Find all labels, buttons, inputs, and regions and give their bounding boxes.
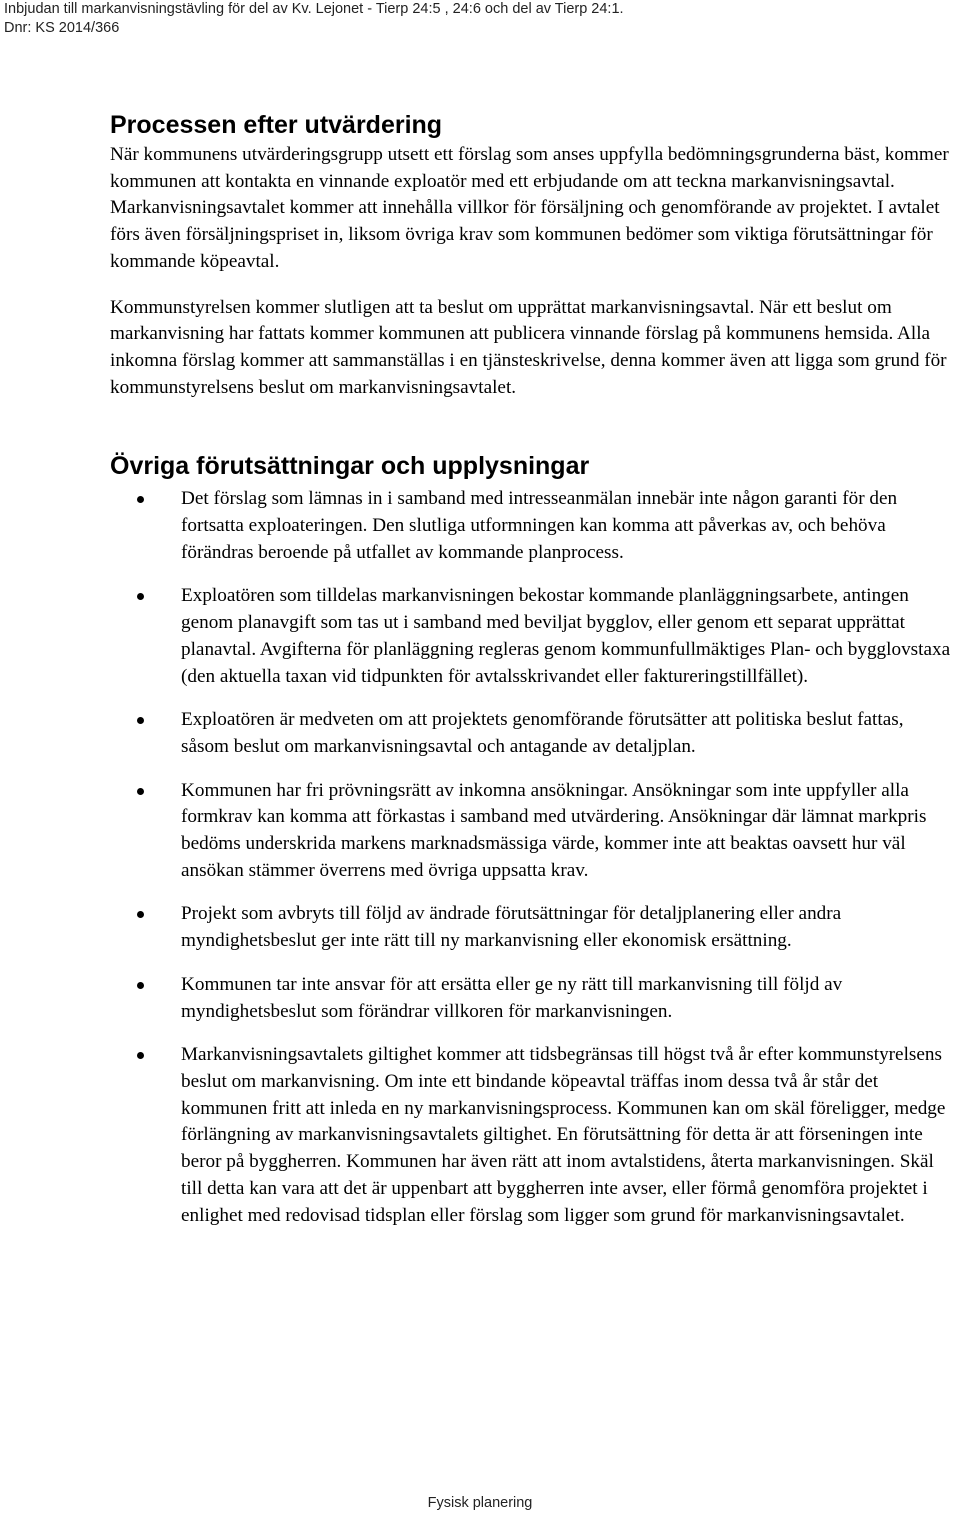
header-reference-number: Dnr: KS 2014/366 xyxy=(4,20,120,36)
bullet-icon xyxy=(137,911,144,918)
list-item-text: Exploatören är medveten om att projektets genomförande förutsätter att politiska beslut fattas, såsom beslut om markanvisningsavtal och antagande av detaljplan. xyxy=(181,709,904,757)
bullet-icon xyxy=(137,593,144,600)
list-item-text: Kommunen har fri prövningsrätt av inkomna ansökningar. Ansökningar som inte uppfyller alla formkrav kan komma att förkastas i samband med utvärdering. Ansökningar där lämnat markpris bedöms underskrida markens marknadsmässiga värde, kommer inte att beaktas oavsett hur väl ansökan stämmer överrens med övriga uppsatta krav. xyxy=(181,779,927,881)
list-item xyxy=(110,901,956,954)
conditions-list xyxy=(110,486,956,1229)
list-item-text: Kommunen tar inte ansvar för att ersätta eller ge ny rätt till markanvisning till följd av myndighetsbeslut som förändrar villkoren för markanvisningen. xyxy=(181,973,843,1022)
page-header xyxy=(4,0,624,38)
list-item xyxy=(110,486,956,566)
bullet-icon xyxy=(137,496,144,503)
list-item xyxy=(110,583,956,690)
paragraph-evaluation: När kommunens utvärderingsgrupp utsett ett förslag som anses uppfylla bedömningsgrunderna bäst, kommer kommunen att kontakta en vinnande exploatör med ett erbjudande om att teckna markanvisningsavtal. Markanvisningsavtalet kommer att innehålla villkor för försäljning och genomförande av projektet. I avtalet förs även försäljningspriset in, liksom övriga krav som kommunen bedömer som viktiga förutsättningar för kommande köpeavtal. xyxy=(110,144,949,272)
bullet-icon xyxy=(137,717,144,724)
section-heading-process: Processen efter utvärdering xyxy=(110,111,443,139)
document-body xyxy=(110,108,956,1229)
bullet-icon xyxy=(137,982,144,989)
list-item xyxy=(110,972,956,1025)
list-item xyxy=(110,707,956,760)
section-heading-conditions: Övriga förutsättningar och upplysningar xyxy=(110,452,590,481)
bullet-icon xyxy=(137,1052,144,1059)
list-item-text: Det förslag som lämnas in i samband med intresseanmälan innebär inte någon garanti för den fortsatta exploateringen. Den slutliga utformningen kan komma att påverkas av, och behöva förändras beroende på utfallet av kommande planprocess. xyxy=(181,488,898,563)
list-item-text: Markanvisningsavtalets giltighet kommer att tidsbegränsas till högst två år efter kommunstyrelsens beslut om markanvisning. Om inte ett bindande köpeavtal träffas inom dessa två år står det kommunen fritt att inleda en ny markanvisningsprocess. Kommunen kan om skäl föreligger, medge förlängning av markanvisningsavtalets giltighet. En förutsättning för detta är att förseningen inte beror på byggherren. Kommunen har även rätt att inom avtalstidens, återta markanvisningen. Skäl till detta kan vara att det är uppenbart att byggherren inte avser, eller förmå genomföra projektet i enlighet med redovisad tidsplan eller förslag som ligger som grund för markanvisningsavtalet. xyxy=(181,1044,946,1226)
list-item xyxy=(110,1042,956,1229)
bullet-icon xyxy=(137,788,144,795)
list-item xyxy=(110,778,956,885)
paragraph-decision: Kommunstyrelsen kommer slutligen att ta beslut om upprättat markanvisningsavtal. När ett beslut om markanvisning har fattats kommer kommunen att publicera vinnande förslag på kommunens hemsida. Alla inkomna förslag kommer att sammanställas i en tjänsteskrivelse, denna kommer även att ligga som grund för kommunstyrelsens beslut om markanvisningsavtalet. xyxy=(110,296,947,398)
page-footer: Fysisk planering xyxy=(427,1495,533,1511)
list-item-text: Exploatören som tilldelas markanvisningen bekostar kommande planläggningsarbete, antingen genom planavgift som tas ut i samband med beviljat bygglov, eller genom ett separat upprättat planavtal. Avgifterna för planläggning regleras genom kommunfullmäktiges Plan- och bygglovstaxa (den aktuella taxan vid tidpunkten för avtalsskrivandet eller faktureringstillfället). xyxy=(181,585,951,687)
header-document-title: Inbjudan till markanvisningstävling för del av Kv. Lejonet - Tierp 24:5 , 24:6 och del av Tierp 24:1. xyxy=(4,1,624,17)
list-item-text: Projekt som avbryts till följd av ändrade förutsättningar för detaljplanering eller andra myndighetsbeslut ger inte rätt till ny markanvisning eller ekonomisk ersättning. xyxy=(181,903,842,952)
